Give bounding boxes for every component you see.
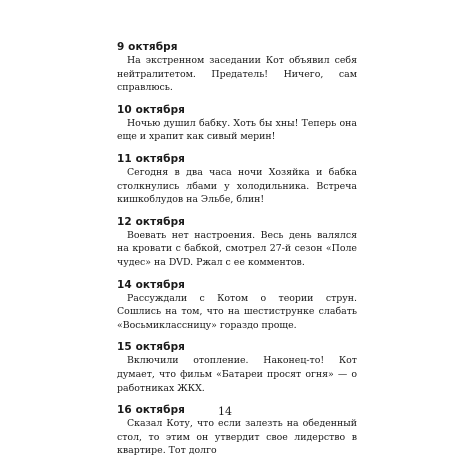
entry-date: 16 октября — [117, 404, 186, 417]
entry-text: Сегодня в два часа ночи Хозяйка и бабка столкнулись лбами у холодильника. Встреча кишкоблудов на Эльбе, блин! — [117, 166, 357, 206]
entry-date: 9 октября — [117, 41, 178, 53]
diary-entry — [117, 340, 357, 395]
diary-entry — [117, 152, 357, 207]
diary-entry — [117, 103, 357, 144]
entry-text: Включили отопление. Наконец-то! Кот думает, что фильм «Батареи просят огня» — о работниках ЖКХ. — [117, 355, 357, 394]
entry-text: Рассуждали с Котом о теории струн. Сошлись на том, что на шестиструнке слабать «Восьмиклассницу» гораздо проще. — [117, 292, 357, 331]
entry-date: 10 октября — [117, 103, 186, 116]
entry-text: Сказал Коту, что если залезть на обеденный стол, то этим он утвердит свое лидерство в квартире. Тот долго — [117, 418, 357, 457]
entry-date: 11 октября — [117, 152, 186, 165]
entry-text: Ночью душил бабку. Хоть бы хны! Теперь она еще и храпит как сивый мерин! — [117, 117, 357, 143]
page-number: 14 — [218, 405, 232, 418]
diary-entry — [117, 278, 357, 333]
entry-date: 14 октября — [117, 278, 186, 291]
entry-date: 15 октября — [117, 341, 186, 354]
diary-entry — [117, 40, 357, 95]
diary-entries — [117, 40, 357, 466]
entry-date: 12 октября — [117, 215, 186, 228]
entry-text: Воевать нет настроения. Весь день валялся на кровати с бабкой, смотрел 27-й сезон «Поле чудес» на DVD. Ржал с ее комментов. — [117, 229, 357, 268]
entry-text: На экстренном заседании Кот объявил себя нейтралитетом. Предатель! Ничего, сам справлюсь. — [117, 55, 357, 94]
diary-entry — [117, 215, 357, 270]
